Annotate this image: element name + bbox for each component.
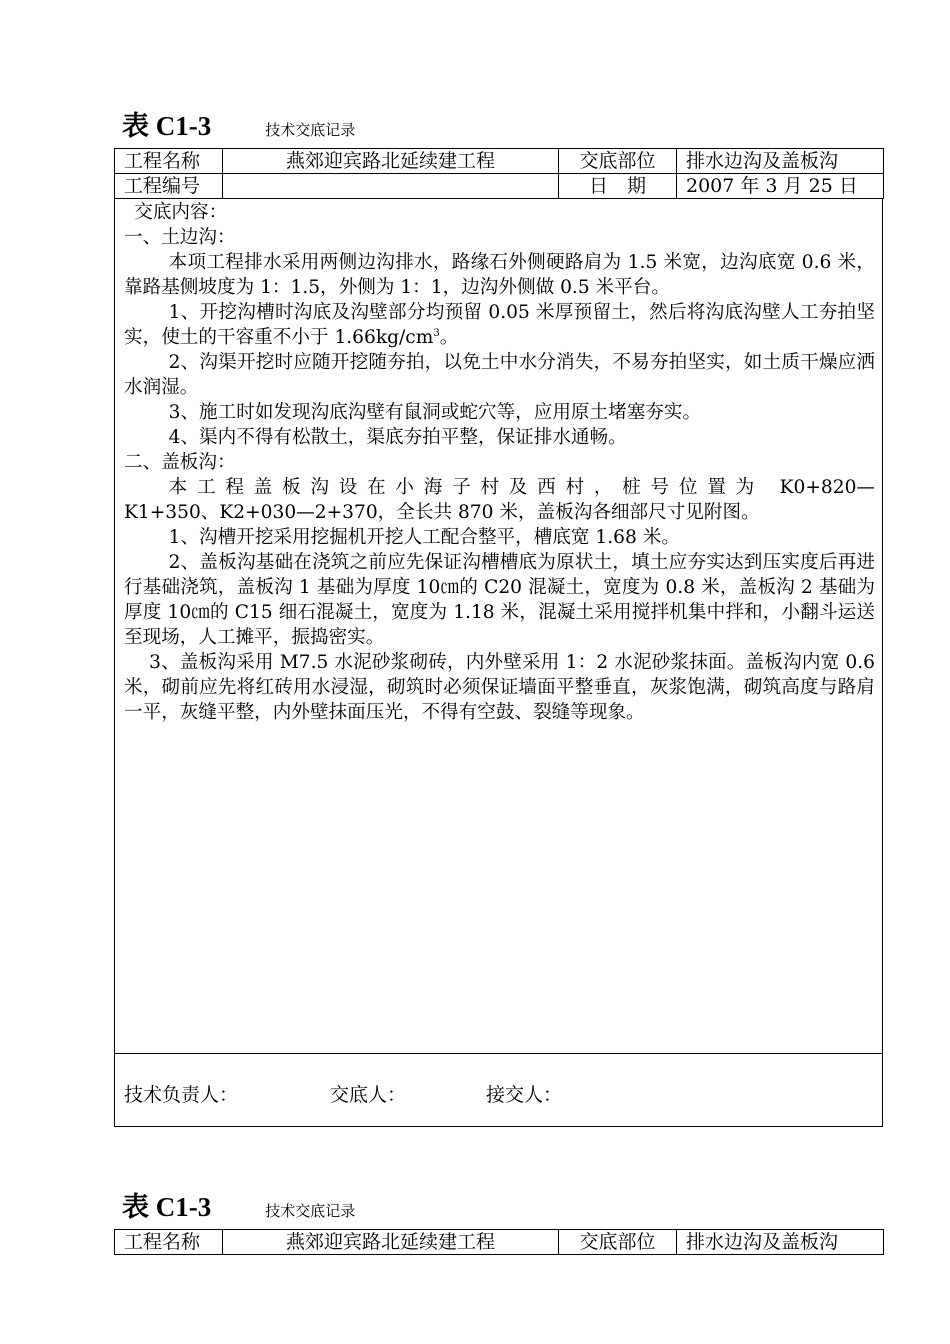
section-2-item-3: 3、盖板沟采用 M7.5 水泥砂浆砌砖，内外壁采用 1：2 水泥砂浆抹面。盖板沟内宽 0.6 米，砌前应先将红砖用水浸湿，砌筑时必须保证墙面平整垂直，灰浆饱满，砌筑高度与路肩一平，灰缝平整，内外壁抹面压光，不得有空鼓、裂缝等现象。 [124, 652, 875, 723]
project-no-value [223, 174, 559, 199]
project-name-label: 工程名称 [115, 149, 223, 174]
section-2-item-2: 2、盖板沟基础在浇筑之前应先保证沟槽槽底为原状土，填土应夯实达到压实度后再进行基础浇筑，盖板沟 1 基础为厚度 10㎝的 C20 混凝土，宽度为 0.8 米，盖板沟 2 基础为厚度 10㎝的 C15 细石混凝土，宽度为 1.18 米，混凝土采用搅拌机集中拌和，小翻斗运送至现场，人工摊平，振捣密实。 [124, 552, 875, 648]
section-2-heading: 二、盖板沟： [124, 452, 236, 473]
form-title-page-2 [122, 1185, 355, 1225]
date-label: 日 期 [559, 174, 677, 199]
form-code: 表 C1-3 [122, 1192, 212, 1222]
header-row-name [115, 149, 884, 174]
form-title [122, 104, 355, 144]
form-subtitle: 技术交底记录 [265, 121, 356, 139]
disclosure-content [124, 200, 875, 725]
part-label: 交底部位 [559, 149, 677, 174]
superscript: 3 [433, 327, 440, 339]
part-value: 排水边沟及盖板沟 [677, 149, 884, 174]
section-1-item-4: 4、渠内不得有松散土，渠底夯拍平整，保证排水通畅。 [168, 427, 627, 448]
discloser-label: 交底人： [330, 1084, 407, 1106]
project-name-value: 燕郊迎宾路北延续建工程 [223, 1230, 559, 1255]
header-table-page-2 [114, 1229, 884, 1255]
tech-lead-label: 技术负责人： [124, 1084, 239, 1106]
form-code: 表 C1-3 [122, 111, 212, 141]
header-row-name [115, 1230, 884, 1255]
section-2-item-1: 1、沟槽开挖采用挖掘机开挖人工配合整平，槽底宽 1.68 米。 [168, 527, 680, 548]
section-1-item-2: 2、沟渠开挖时应随开挖随夯拍，以免土中水分消失，不易夯拍坚实，如土质干燥应洒水润湿。 [124, 352, 875, 398]
section-1-item-1-end: 。 [439, 327, 459, 348]
header-table [114, 148, 884, 199]
signature-box [114, 1053, 883, 1127]
project-name-label: 工程名称 [115, 1230, 223, 1255]
section-2-paragraph-line-1: 本工程盖板沟设在小海子村及西村，桩号位置为 K0+820— [168, 477, 875, 498]
header-row-number [115, 174, 884, 199]
section-1-item-3: 3、施工时如发现沟底沟壁有鼠洞或蛇穴等，应用原土堵塞夯实。 [168, 402, 702, 423]
part-label: 交底部位 [559, 1230, 677, 1255]
section-1-paragraph: 本项工程排水采用两侧边沟排水，路缘石外侧硬路肩为 1.5 米宽，边沟底宽 0.6 米，靠路基侧坡度为 1：1.5，外侧为 1：1，边沟外侧做 0.5 米平台。 [124, 252, 875, 298]
section-1-item-1-text: 1、开挖沟槽时沟底及沟壁部分均预留 0.05 米厚预留土，然后将沟底沟壁人工夯拍坚实，使土的干容重不小于 1.66kg/cm [124, 302, 875, 348]
project-no-label: 工程编号 [115, 174, 223, 199]
content-intro: 交底内容： [134, 202, 228, 223]
form-subtitle: 技术交底记录 [265, 1202, 356, 1220]
project-name-value: 燕郊迎宾路北延续建工程 [223, 149, 559, 174]
date-value: 2007 年 3 月 25 日 [677, 174, 884, 199]
content-box [114, 198, 883, 1054]
part-value: 排水边沟及盖板沟 [677, 1230, 884, 1255]
section-1-heading: 一、土边沟： [124, 227, 236, 248]
receiver-label: 接交人： [486, 1084, 563, 1106]
section-2-paragraph-line-2: K1+350、K2+030—2+370，全长共 870 米，盖板沟各细部尺寸见附图。 [124, 502, 760, 523]
section-1-item-1 [124, 300, 875, 350]
